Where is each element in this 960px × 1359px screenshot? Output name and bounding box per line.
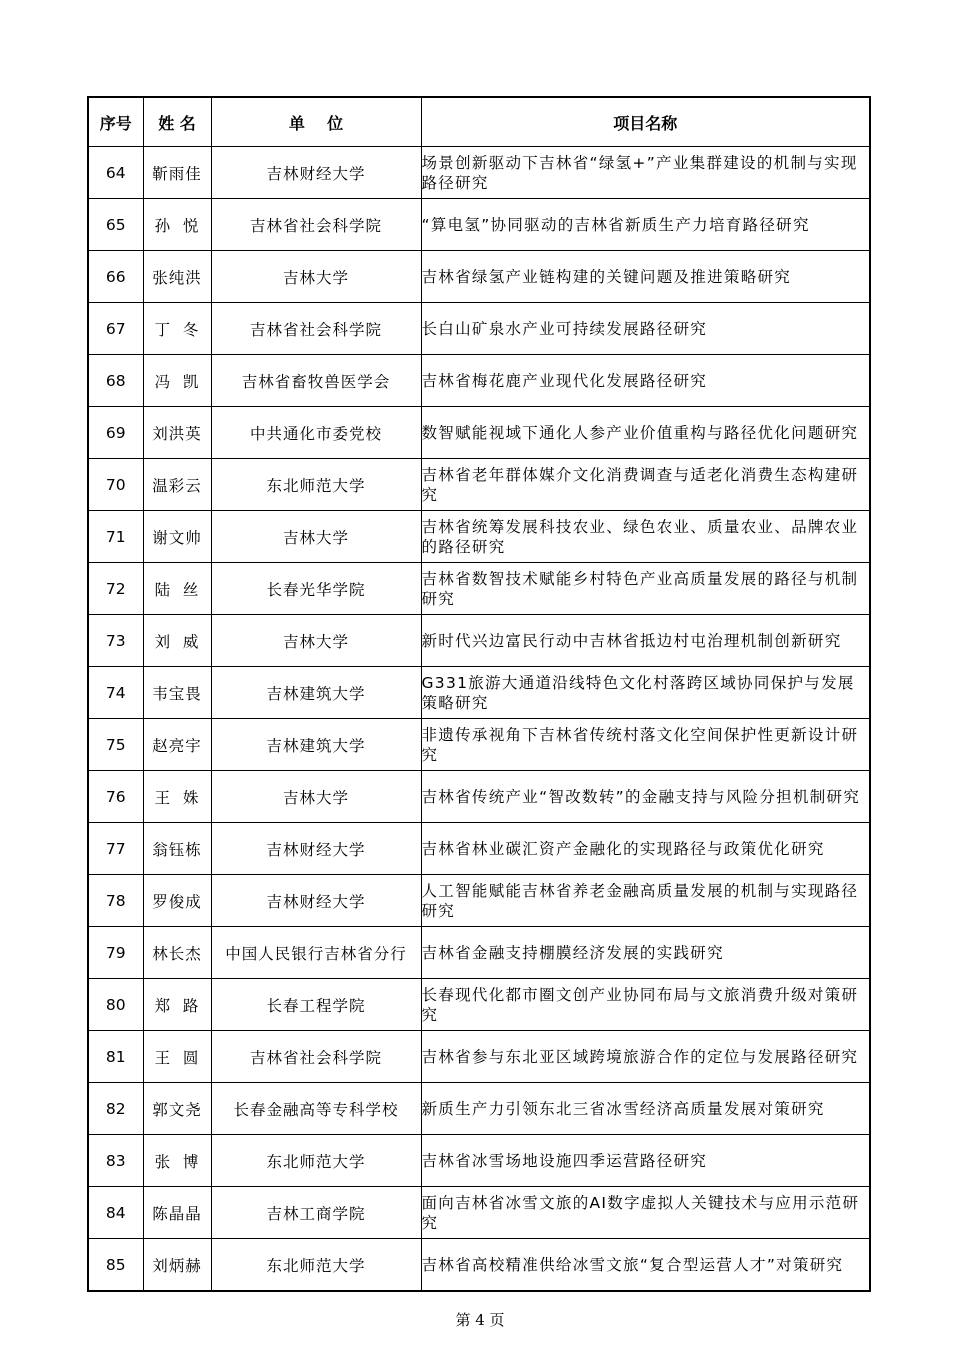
row-unit: 东北师范大学 bbox=[211, 1135, 421, 1187]
row-project-name: 新质生产力引领东北三省冰雪经济高质量发展对策研究 bbox=[421, 1083, 870, 1135]
row-name: 陆 丝 bbox=[143, 563, 211, 615]
row-serial-number: 67 bbox=[88, 303, 143, 355]
table-row bbox=[88, 459, 870, 511]
row-name: 刘洪英 bbox=[143, 407, 211, 459]
row-serial-number: 81 bbox=[88, 1031, 143, 1083]
row-project-name: 长白山矿泉水产业可持续发展路径研究 bbox=[421, 303, 870, 355]
row-project-name: 面向吉林省冰雪文旅的AI数字虚拟人关键技术与应用示范研究 bbox=[421, 1187, 870, 1239]
row-project-name: 吉林省林业碳汇资产金融化的实现路径与政策优化研究 bbox=[421, 823, 870, 875]
table-row bbox=[88, 511, 870, 563]
row-project-name: 吉林省梅花鹿产业现代化发展路径研究 bbox=[421, 355, 870, 407]
row-name: 郭文尧 bbox=[143, 1083, 211, 1135]
table-row bbox=[88, 1187, 870, 1239]
row-unit: 吉林省社会科学院 bbox=[211, 303, 421, 355]
row-name: 陈晶晶 bbox=[143, 1187, 211, 1239]
row-unit: 吉林大学 bbox=[211, 771, 421, 823]
row-serial-number: 66 bbox=[88, 251, 143, 303]
row-unit: 吉林财经大学 bbox=[211, 147, 421, 199]
row-serial-number: 76 bbox=[88, 771, 143, 823]
row-unit: 吉林大学 bbox=[211, 511, 421, 563]
table-body bbox=[88, 147, 870, 1292]
row-name: 孙 悦 bbox=[143, 199, 211, 251]
row-name: 王 圆 bbox=[143, 1031, 211, 1083]
row-serial-number: 65 bbox=[88, 199, 143, 251]
row-serial-number: 73 bbox=[88, 615, 143, 667]
row-name: 郑 路 bbox=[143, 979, 211, 1031]
table-row bbox=[88, 667, 870, 719]
row-serial-number: 78 bbox=[88, 875, 143, 927]
row-unit: 东北师范大学 bbox=[211, 459, 421, 511]
row-unit: 吉林财经大学 bbox=[211, 875, 421, 927]
row-name: 韦宝畏 bbox=[143, 667, 211, 719]
table-row bbox=[88, 563, 870, 615]
row-unit: 吉林省社会科学院 bbox=[211, 199, 421, 251]
row-unit: 中共通化市委党校 bbox=[211, 407, 421, 459]
row-serial-number: 85 bbox=[88, 1239, 143, 1292]
row-project-name: 吉林省金融支持棚膜经济发展的实践研究 bbox=[421, 927, 870, 979]
row-name: 温彩云 bbox=[143, 459, 211, 511]
row-project-name: 吉林省绿氢产业链构建的关键问题及推进策略研究 bbox=[421, 251, 870, 303]
row-name: 丁 冬 bbox=[143, 303, 211, 355]
row-name: 冯 凯 bbox=[143, 355, 211, 407]
row-name: 翁钰栋 bbox=[143, 823, 211, 875]
row-project-name: G331旅游大通道沿线特色文化村落跨区域协同保护与发展策略研究 bbox=[421, 667, 870, 719]
row-project-name: 吉林省高校精准供给冰雪文旅“复合型运营人才”对策研究 bbox=[421, 1239, 870, 1292]
table-row bbox=[88, 147, 870, 199]
header-project-name: 项目名称 bbox=[421, 97, 870, 147]
row-unit: 长春光华学院 bbox=[211, 563, 421, 615]
row-project-name: 吉林省传统产业“智改数转”的金融支持与风险分担机制研究 bbox=[421, 771, 870, 823]
row-serial-number: 79 bbox=[88, 927, 143, 979]
row-unit: 吉林财经大学 bbox=[211, 823, 421, 875]
row-name: 刘炳赫 bbox=[143, 1239, 211, 1292]
row-serial-number: 80 bbox=[88, 979, 143, 1031]
table-row bbox=[88, 199, 870, 251]
row-unit: 长春金融高等专科学校 bbox=[211, 1083, 421, 1135]
table-row bbox=[88, 719, 870, 771]
table-row bbox=[88, 875, 870, 927]
table-row bbox=[88, 1083, 870, 1135]
row-unit: 吉林工商学院 bbox=[211, 1187, 421, 1239]
row-name: 张 博 bbox=[143, 1135, 211, 1187]
project-list-table bbox=[87, 96, 871, 1292]
row-project-name: 长春现代化都市圈文创产业协同布局与文旅消费升级对策研究 bbox=[421, 979, 870, 1031]
row-name: 谢文帅 bbox=[143, 511, 211, 563]
row-serial-number: 64 bbox=[88, 147, 143, 199]
row-serial-number: 84 bbox=[88, 1187, 143, 1239]
row-project-name: 人工智能赋能吉林省养老金融高质量发展的机制与实现路径研究 bbox=[421, 875, 870, 927]
row-project-name: “算电氢”协同驱动的吉林省新质生产力培育路径研究 bbox=[421, 199, 870, 251]
row-project-name: 吉林省数智技术赋能乡村特色产业高质量发展的路径与机制研究 bbox=[421, 563, 870, 615]
row-name: 刘 威 bbox=[143, 615, 211, 667]
table-row bbox=[88, 615, 870, 667]
table-row bbox=[88, 979, 870, 1031]
table-row bbox=[88, 1239, 870, 1292]
row-project-name: 吉林省冰雪场地设施四季运营路径研究 bbox=[421, 1135, 870, 1187]
table-header-row bbox=[88, 97, 870, 147]
row-project-name: 新时代兴边富民行动中吉林省抵边村屯治理机制创新研究 bbox=[421, 615, 870, 667]
row-unit: 吉林大学 bbox=[211, 251, 421, 303]
row-serial-number: 72 bbox=[88, 563, 143, 615]
row-serial-number: 69 bbox=[88, 407, 143, 459]
table-row bbox=[88, 771, 870, 823]
row-serial-number: 82 bbox=[88, 1083, 143, 1135]
row-name: 王 姝 bbox=[143, 771, 211, 823]
row-project-name: 吉林省参与东北亚区域跨境旅游合作的定位与发展路径研究 bbox=[421, 1031, 870, 1083]
table-row bbox=[88, 303, 870, 355]
table-row bbox=[88, 927, 870, 979]
row-unit: 吉林省畜牧兽医学会 bbox=[211, 355, 421, 407]
row-unit: 中国人民银行吉林省分行 bbox=[211, 927, 421, 979]
table-row bbox=[88, 251, 870, 303]
table-row bbox=[88, 1135, 870, 1187]
row-project-name: 数智赋能视域下通化人参产业价值重构与路径优化问题研究 bbox=[421, 407, 870, 459]
row-name: 张纯洪 bbox=[143, 251, 211, 303]
row-serial-number: 83 bbox=[88, 1135, 143, 1187]
header-name: 姓 名 bbox=[143, 97, 211, 147]
row-serial-number: 75 bbox=[88, 719, 143, 771]
row-unit: 东北师范大学 bbox=[211, 1239, 421, 1292]
row-name: 罗俊成 bbox=[143, 875, 211, 927]
row-name: 林长杰 bbox=[143, 927, 211, 979]
row-project-name: 吉林省统筹发展科技农业、绿色农业、质量农业、品牌农业的路径研究 bbox=[421, 511, 870, 563]
row-project-name: 吉林省老年群体媒介文化消费调查与适老化消费生态构建研究 bbox=[421, 459, 870, 511]
row-serial-number: 74 bbox=[88, 667, 143, 719]
header-unit: 单 位 bbox=[211, 97, 421, 147]
table-row bbox=[88, 355, 870, 407]
row-unit: 吉林大学 bbox=[211, 615, 421, 667]
page-number: 第 4 页 bbox=[455, 1311, 505, 1329]
row-unit: 长春工程学院 bbox=[211, 979, 421, 1031]
row-unit: 吉林省社会科学院 bbox=[211, 1031, 421, 1083]
row-name: 赵亮宇 bbox=[143, 719, 211, 771]
row-serial-number: 77 bbox=[88, 823, 143, 875]
row-project-name: 非遗传承视角下吉林省传统村落文化空间保护性更新设计研究 bbox=[421, 719, 870, 771]
table-row bbox=[88, 1031, 870, 1083]
header-serial-number: 序号 bbox=[88, 97, 143, 147]
row-name: 靳雨佳 bbox=[143, 147, 211, 199]
row-serial-number: 71 bbox=[88, 511, 143, 563]
table-row bbox=[88, 823, 870, 875]
row-unit: 吉林建筑大学 bbox=[211, 667, 421, 719]
row-project-name: 场景创新驱动下吉林省“绿氢+”产业集群建设的机制与实现路径研究 bbox=[421, 147, 870, 199]
row-unit: 吉林建筑大学 bbox=[211, 719, 421, 771]
row-serial-number: 70 bbox=[88, 459, 143, 511]
table-row bbox=[88, 407, 870, 459]
row-serial-number: 68 bbox=[88, 355, 143, 407]
